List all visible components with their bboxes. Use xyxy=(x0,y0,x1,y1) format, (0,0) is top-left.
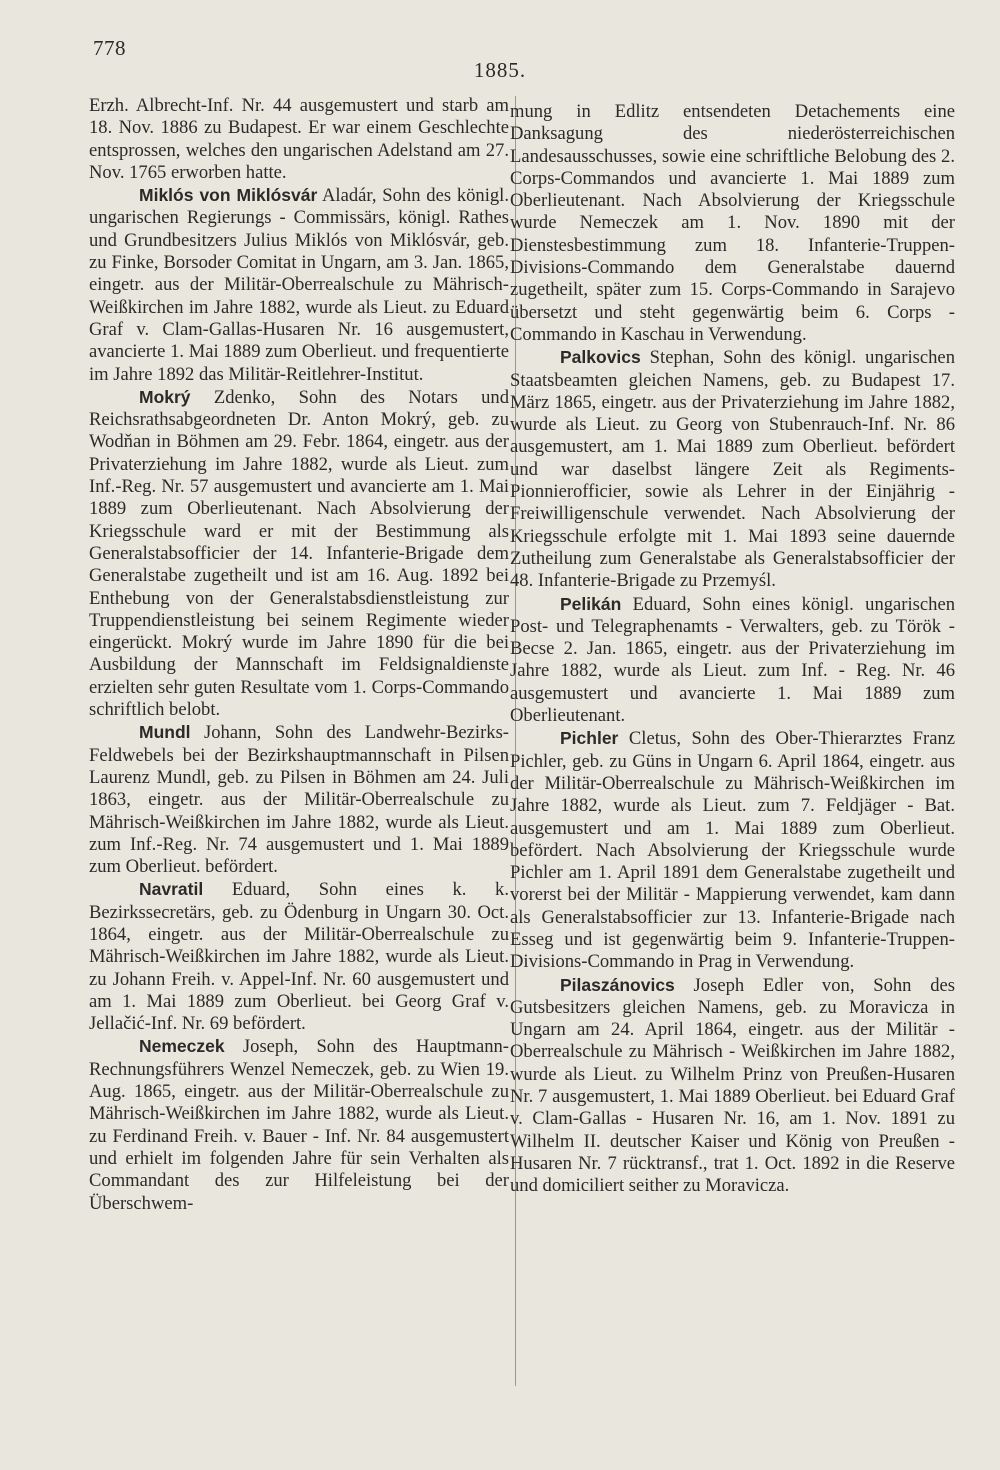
entry-text: Cletus, Sohn des Ober-Thierarztes Franz Pichler, geb. zu Güns in Ungarn 6. April 1864, eingetr. aus der Militär-Oberrealschule zu Mährisch-Weißkirchen im Jahre 1882, wurde als Lieut. zum 7. Feldjäger - Bat. ausgemustert und am 1. Mai 1889 zum Oberlieut. befördert. Nach Absolvierung der Kriegsschule wurde Pichler am 1. April 1891 dem Generalstabe zugetheilt und vorerst bei der Militär - Mappierung verwendet, kam dann als Generalstabsofficier zur 13. Infanterie-Brigade nach Esseg und ist gegenwärtig beim 9. Infanterie-Truppen-Divisions-Commando in Prag in Verwendung. xyxy=(510,728,955,973)
entry-text: Johann, Sohn des Landwehr-Bezirks-Feldwebels bei der Bezirkshauptmannschaft in Pilsen Laurenz Mundl, geb. zu Pilsen in Böhmen am 24. Juli 1863, eingetr. aus der Militär-Oberrealschule zu Mährisch-Weißkirchen im Jahre 1882, wurde als Lieut. zum Inf.-Reg. Nr. 74 ausgemustert und 1. Mai 1889 zum Oberlieut. befördert. xyxy=(89,722,509,878)
entry-text: Eduard, Sohn eines k. k. Bezirkssecretärs, geb. zu Ödenburg in Ungarn 30. Oct. 1864, eingetr. aus der Militär-Oberrealschule zu Mährisch-Weißkirchen im Jahre 1882, wurde als Lieut. zu Johann Freih. v. Appel-Inf. Nr. 60 ausgemustert und am 1. Mai 1889 zum Oberlieut. bei Georg Graf v. Jellačić-Inf. Nr. 69 befördert. xyxy=(89,879,509,1035)
entry-name: Pilaszánovics xyxy=(560,974,675,995)
page-number: 778 xyxy=(93,36,126,60)
entry-text: Joseph Edler von, Sohn des Gutsbesitzers gleichen Namens, geb. zu Moravicza in Ungarn am 24. April 1864, eingetr. aus der Militär - Oberrealschule zu Mährisch - Weißkirchen im Jahre 1882, wurde als Lieut. zu Wilhelm Prinz von Preußen-Husaren Nr. 7 ausgemustert, 1. Mai 1889 Oberlieut. bei Eduard Graf v. Clam-Gallas - Husaren Nr. 16, am 1. Nov. 1891 zu Wilhelm II. deutscher Kaiser und König von Preußen - Husaren Nr. 7 rücktransf., trat 1. Oct. 1892 in die Reserve und domiciliert seither zu Moravicza. xyxy=(510,974,955,1197)
entry-text: Joseph, Sohn des Hauptmann-Rechnungsführers Wenzel Nemeczek, geb. zu Wien 19. Aug. 1865, eingetr. aus der Militär-Oberrealschule zu Mährisch-Weißkirchen im Jahre 1882, wurde als Lieut. zu Ferdinand Freih. v. Bauer - Inf. Nr. 84 ausgemustert und erhielt im folgenden Jahre für sein Verhalten als Commandant des zur Hilfeleistung bei der Überschwem- xyxy=(89,1036,509,1214)
biography-entry xyxy=(89,184,509,386)
entry-name: Pelikán xyxy=(560,593,622,614)
entry-name: Mundl xyxy=(139,722,191,743)
entry-text: Stephan, Sohn des königl. ungarischen Staatsbeamten gleichen Namens, geb. zu Budapest 17. März 1865, eingetr. aus der Privaterziehung im Jahre 1882, wurde als Lieut. zu Georg von Stubenrauch-Inf. Nr. 86 ausgemustert, am 1. Mai 1889 zum Oberlieut. befördert und war daselbst längere Zeit als Regiments-Pionnierofficier, sowie als Lehrer in der Einjährig - Freiwilligenschule verwendet. Nach Absolvierung der Kriegsschule erfolgte mit 1. Mai 1893 seine dauernde Zutheilung zum Generalstabe als Generalstabsofficier der 48. Infanterie-Brigade zu Przemyśl. xyxy=(510,347,955,592)
entry-name: Mokrý xyxy=(139,386,191,407)
entry-text: Aladár, Sohn des königl. ungarischen Regierungs - Commissärs, königl. Rathes und Grundbesitzers Julius Miklós von Miklósvár, geb. zu Finke, Borsoder Comitat in Ungarn, am 3. Jan. 1865, eingetr. aus der Militär-Oberrealschule zu Mährisch-Weißkirchen im Jahre 1882, wurde als Lieut. zu Eduard Graf v. Clam-Gallas-Husaren Nr. 16 ausgemustert, avancierte 1. Mai 1889 zum Oberlieut. und frequentierte im Jahre 1892 das Militär-Reitlehrer-Institut. xyxy=(89,185,509,385)
right-column xyxy=(510,100,955,1198)
biography-entry xyxy=(510,727,955,973)
biography-entry xyxy=(89,386,509,721)
biography-entry: Erzh. Albrecht-Inf. Nr. 44 ausgemustert und starb am 18. Nov. 1886 zu Budapest. Er war einem Geschlechte entsprossen, welches den ungarischen Adelstand am 27. Nov. 1765 erworben hatte. xyxy=(89,95,509,183)
page-header-year: 1885. xyxy=(473,58,527,82)
biography-entry xyxy=(510,593,955,728)
entry-name: Miklós von Miklósvár xyxy=(139,185,318,206)
entry-name: Navratil xyxy=(139,879,204,900)
biography-entry xyxy=(510,346,955,592)
entry-text: Eduard, Sohn eines königl. ungarischen Post- und Telegraphenamts - Verwalters, geb. zu Török - Becse 2. Jan. 1865, eingetr. aus der Privaterziehung im Jahre 1882, wurde als Lieut. zum Inf. - Reg. Nr. 46 ausgemustert und avancierte 1. Mai 1889 zum Oberlieutenant. xyxy=(510,593,955,727)
left-column xyxy=(89,94,509,1215)
entry-name: Palkovics xyxy=(560,347,641,368)
biography-entry xyxy=(510,974,955,1198)
biography-entry xyxy=(89,721,509,878)
entry-name: Nemeczek xyxy=(139,1036,225,1057)
biography-entry: mung in Edlitz entsendeten Detachements eine Danksagung des niederösterreichischen Landesausschusses, sowie eine schriftliche Belobung des 2. Corps-Commandos und avancierte 1. Mai 1889 zum Oberlieutenant. Nach Absolvierung der Kriegsschule wurde Nemeczek am 1. Nov. 1890 mit der Dienstesbestimmung zum 18. Infanterie-Truppen-Divisions-Commando dem Generalstabe dauernd zugetheilt, später zum 15. Corps-Commando in Sarajevo übersetzt und steht gegenwärtig beim 6. Corps - Commando in Kaschau in Verwendung. xyxy=(510,101,955,345)
biography-entry xyxy=(89,1035,509,1214)
biography-entry xyxy=(89,878,509,1035)
entry-name: Pichler xyxy=(560,728,619,749)
entry-text: Zdenko, Sohn des Notars und Reichsrathsabgeordneten Dr. Anton Mokrý, geb. zu Wodňan in Böhmen am 29. Febr. 1864, eingetr. aus der Privaterziehung im Jahre 1882, wurde als Lieut. zum Inf.-Reg. Nr. 57 ausgemustert und avancierte am 1. Mai 1889 zum Oberlieutenant. Nach Absolvierung der Kriegsschule ward er mit der Bestimmung als Generalstabsofficier der 14. Infanterie-Brigade dem Generalstabe zugetheilt und ist am 16. Aug. 1892 bei Enthebung von der Generalstabsdienstleistung zur Truppendienstleistung bei seinem Regimente wieder eingerückt. Mokrý wurde im Jahre 1890 für die bei Ausbildung der Mannschaft im Feldsignaldienste erzielten sehr guten Resultate vom 1. Corps-Commando schriftlich belobt. xyxy=(89,386,509,721)
